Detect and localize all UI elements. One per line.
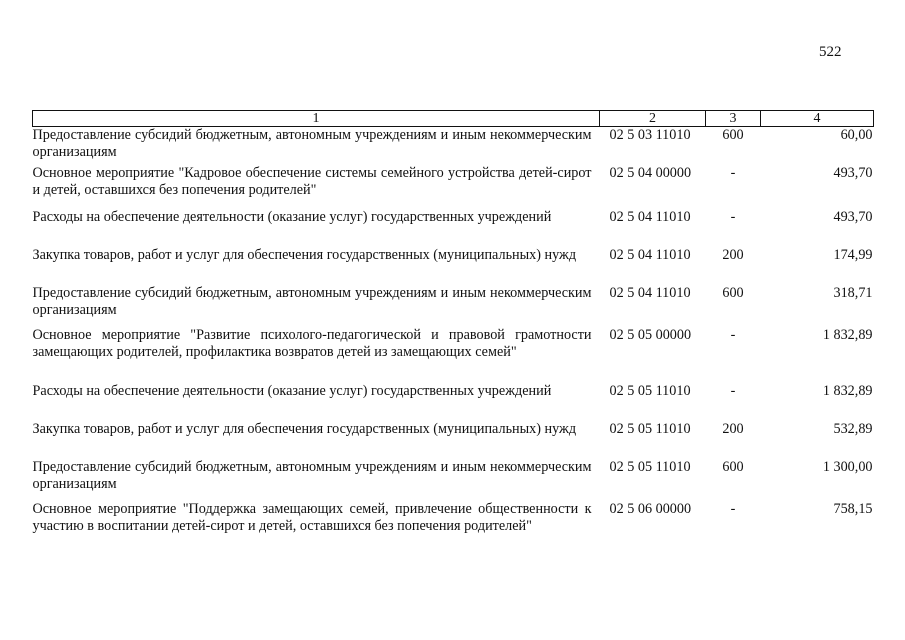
row-code: 02 5 06 00000	[609, 500, 692, 517]
row-name: Предоставление субсидий бюджетным, автономным учреждениям и иным некоммерческим организациям	[32, 284, 592, 318]
row-sum: 493,70	[833, 164, 873, 181]
row-vr: -	[730, 326, 736, 343]
row-vr: -	[730, 208, 736, 225]
row-name: Закупка товаров, работ и услуг для обеспечения государственных (муниципальных) нужд	[32, 420, 577, 437]
table-row	[33, 209, 874, 247]
row-sum: 60,00	[840, 127, 873, 143]
row-sum: 493,70	[833, 208, 873, 225]
row-code: 02 5 04 00000	[609, 164, 692, 181]
row-name: Расходы на обеспечение деятельности (оказание услуг) государственных учреждений	[32, 208, 552, 225]
row-code: 02 5 03 11010	[609, 127, 691, 143]
table-body	[33, 127, 874, 557]
row-name: Основное мероприятие "Развитие психолого-педагогической и правовой грамотности замещающих родителей, профилактика возвратов детей из замещающих семей"	[32, 326, 592, 360]
row-sum: 174,99	[833, 246, 873, 263]
table-row	[33, 501, 874, 557]
row-vr: 600	[722, 458, 744, 475]
row-name: Расходы на обеспечение деятельности (оказание услуг) государственных учреждений	[32, 382, 552, 399]
table-row	[33, 459, 874, 501]
header-col-3: 3	[706, 111, 761, 127]
row-sum: 1 832,89	[822, 326, 873, 343]
row-vr: 600	[722, 127, 744, 143]
row-sum: 1 832,89	[822, 382, 873, 399]
row-code: 02 5 04 11010	[609, 208, 691, 225]
row-vr: -	[730, 500, 736, 517]
table-row	[33, 421, 874, 459]
row-name: Основное мероприятие "Кадровое обеспечение системы семейного устройства детей-сирот и детей, оставшихся без попечения родителей"	[32, 164, 592, 198]
table-row	[33, 127, 874, 165]
row-sum: 758,15	[833, 500, 873, 517]
table-row	[33, 165, 874, 209]
row-code: 02 5 05 00000	[609, 326, 692, 343]
page-number: 522	[819, 44, 842, 60]
row-name: Предоставление субсидий бюджетным, автономным учреждениям и иным некоммерческим организациям	[32, 127, 592, 160]
header-col-1: 1	[33, 111, 600, 127]
row-vr: -	[730, 382, 736, 399]
row-name: Закупка товаров, работ и услуг для обеспечения государственных (муниципальных) нужд	[32, 246, 577, 263]
budget-table-grid	[32, 110, 874, 557]
row-name: Основное мероприятие "Поддержка замещающих семей, привлечение общественности к участию в воспитании детей-сирот и детей, оставшихся без попечения родителей"	[32, 500, 592, 534]
budget-table	[32, 110, 873, 557]
row-sum: 532,89	[833, 420, 873, 437]
row-vr: -	[730, 164, 736, 181]
row-code: 02 5 04 11010	[609, 246, 691, 263]
row-vr: 200	[722, 246, 744, 263]
row-vr: 600	[722, 284, 744, 301]
row-code: 02 5 05 11010	[609, 420, 691, 437]
table-row	[33, 327, 874, 383]
header-col-2: 2	[600, 111, 706, 127]
row-code: 02 5 05 11010	[609, 458, 691, 475]
table-row	[33, 247, 874, 285]
table-row	[33, 383, 874, 421]
table-header	[33, 111, 874, 127]
header-col-4: 4	[761, 111, 874, 127]
row-sum: 318,71	[833, 284, 873, 301]
row-name: Предоставление субсидий бюджетным, автономным учреждениям и иным некоммерческим организациям	[32, 458, 592, 492]
table-row	[33, 285, 874, 327]
row-vr: 200	[722, 420, 744, 437]
row-sum: 1 300,00	[822, 458, 873, 475]
row-code: 02 5 05 11010	[609, 382, 691, 399]
row-code: 02 5 04 11010	[609, 284, 691, 301]
